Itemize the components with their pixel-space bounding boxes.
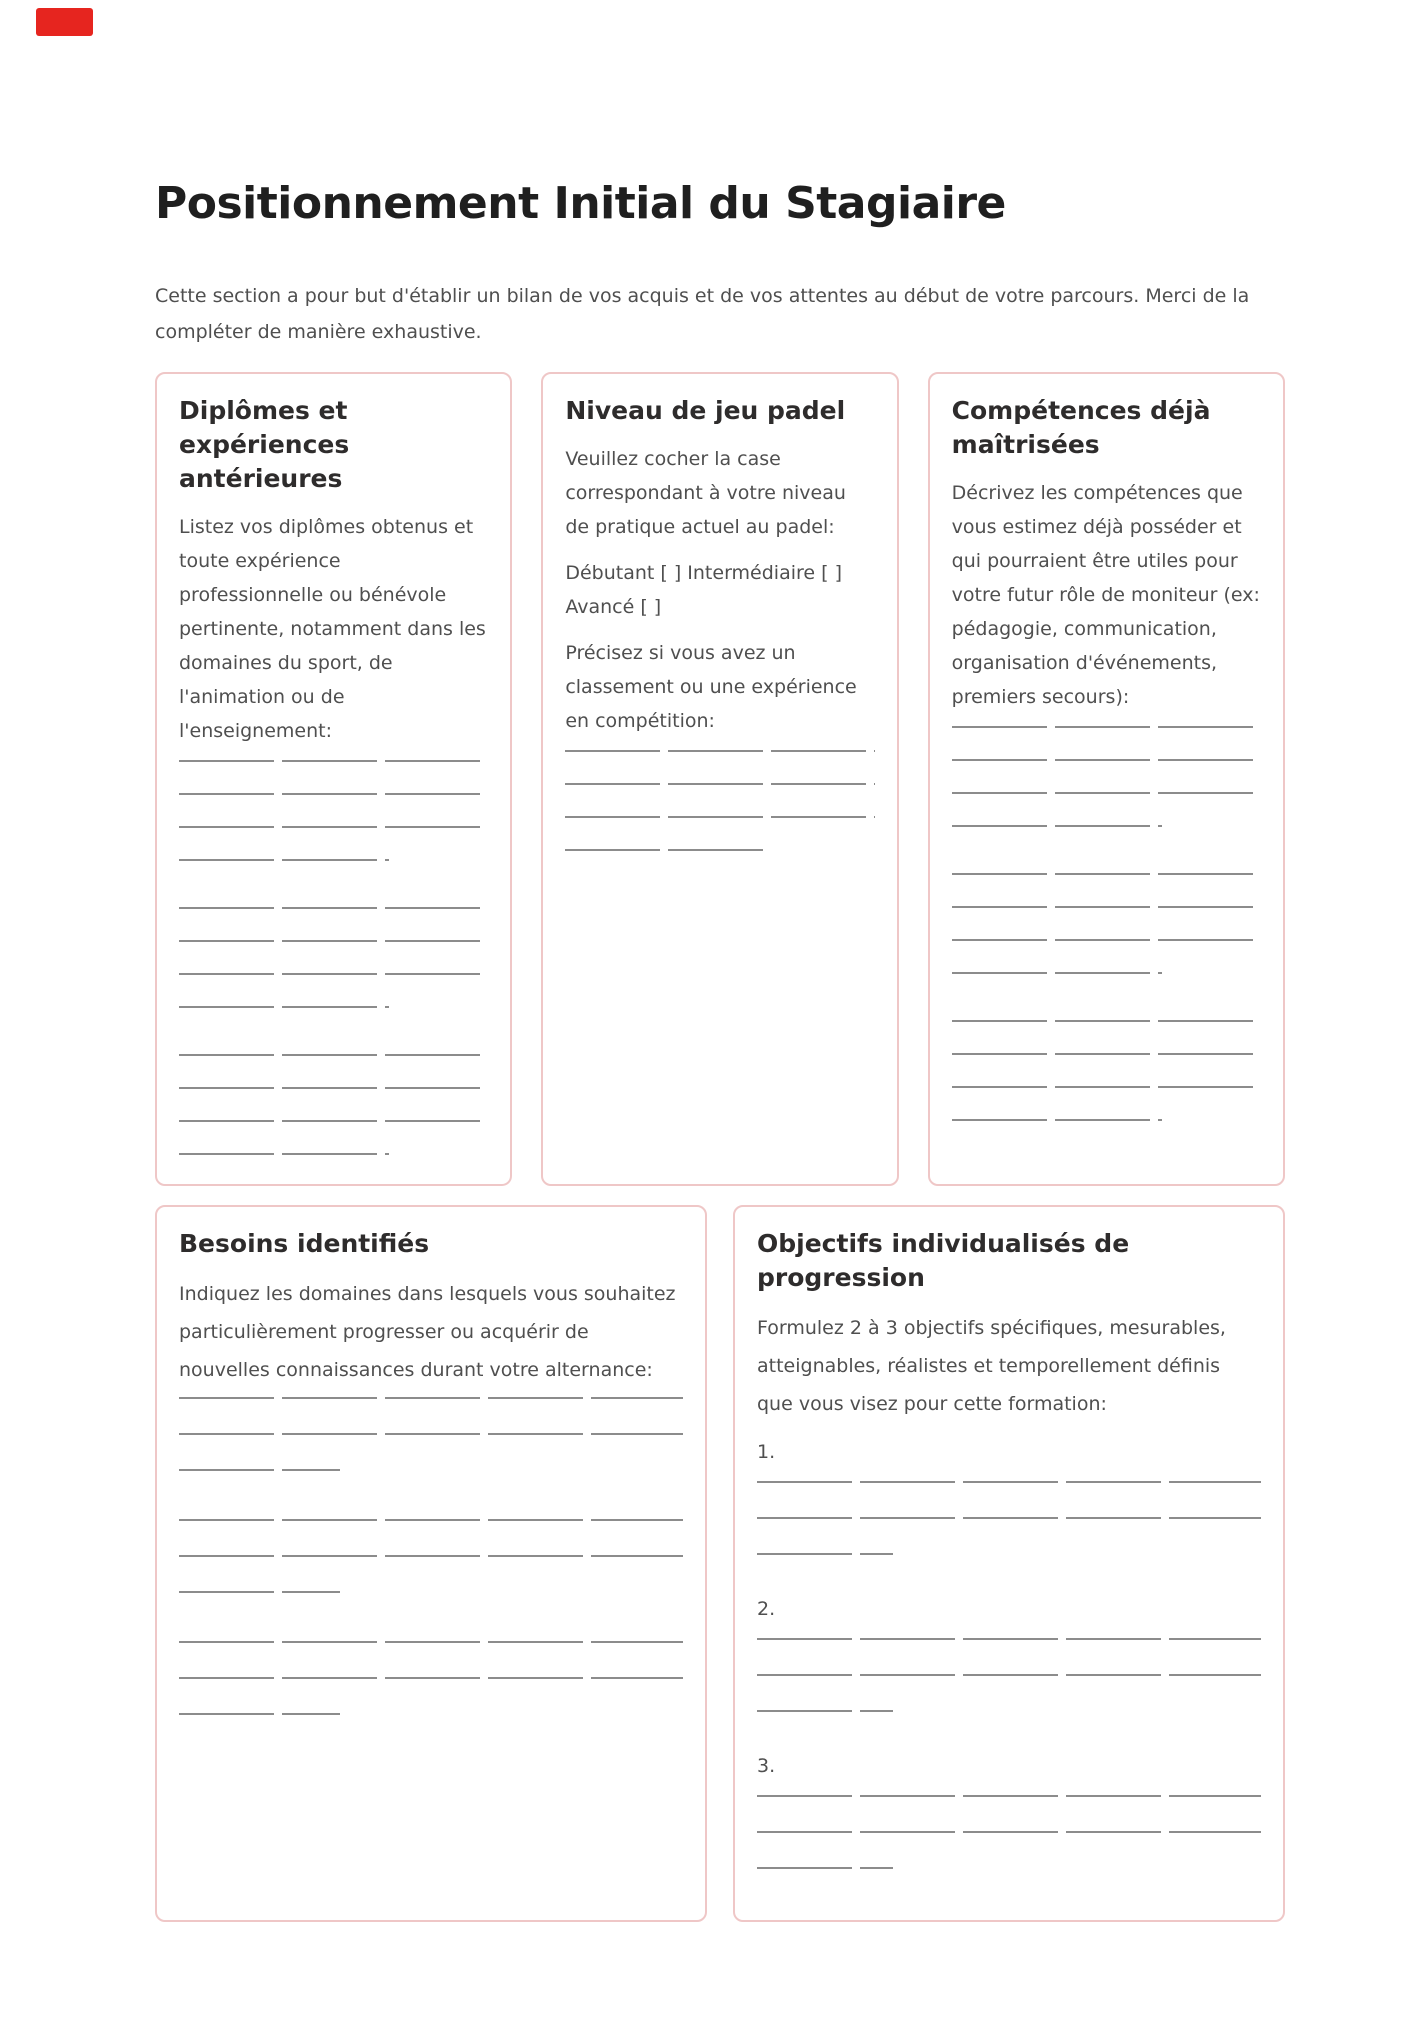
blank-line (565, 849, 769, 851)
blank-line-group (179, 1519, 683, 1593)
card-instructions: Décrivez les compétences que vous estimez déjà posséder et qui pourraient être utiles pour votre futur rôle de moniteur (ex: pédagogie, communication, organisation d'événements, premiers secours): (951, 482, 1260, 708)
blank-line-group (179, 1641, 683, 1715)
blank-line (565, 783, 874, 785)
blank-line (179, 793, 488, 795)
blank-line-group (565, 750, 874, 851)
card-instructions: Veuillez cocher la case correspondant à votre niveau de pratique actuel au padel: (565, 448, 846, 538)
blank-line (952, 759, 1261, 761)
blank-line (757, 1795, 1261, 1797)
blank-line (565, 816, 874, 818)
blank-line (179, 859, 389, 861)
blank-line (179, 1591, 340, 1593)
blank-line (757, 1831, 1261, 1833)
objective-number: 3. (757, 1755, 776, 1777)
blank-line (179, 760, 488, 762)
objective-number: 2. (757, 1598, 776, 1620)
card-besoins-identifies (155, 1205, 707, 1922)
blank-line (952, 726, 1261, 728)
card-instructions: Listez vos diplômes obtenus et toute expérience professionnelle ou bénévole pertinente, notamment dans les domaines du sport, de l'animation ou de l'enseignement: (179, 516, 486, 742)
card-title: Compétences déjà maîtrisées (951, 396, 1211, 459)
write-in-lines (565, 750, 874, 851)
cards-row-bottom (155, 1205, 1285, 1922)
blank-line (179, 973, 488, 975)
objectives-list (757, 1435, 1261, 1869)
card-title: Niveau de jeu padel (565, 396, 846, 425)
level-checkbox-options: Débutant [ ] Intermédiaire [ ] Avancé [ ] (565, 562, 842, 618)
blank-line (757, 1710, 893, 1712)
blank-line (952, 1119, 1162, 1121)
blank-line (952, 1086, 1261, 1088)
intro-text: Cette section a pour but d'établir un bilan de vos acquis et de vos attentes au début de votre parcours. Merci de la compléter de manière exhaustive. (155, 285, 1250, 343)
blank-line (179, 1469, 340, 1471)
card-competences-maitrisees (928, 372, 1285, 1186)
blank-line (952, 972, 1162, 974)
blank-line (179, 1555, 683, 1557)
blank-line-group (179, 907, 488, 1008)
blank-line (179, 826, 488, 828)
blank-line (179, 1054, 488, 1056)
blank-line (757, 1517, 1261, 1519)
objective-item (757, 1749, 1261, 1869)
blank-line (179, 1641, 683, 1643)
blank-line (179, 1433, 683, 1435)
objective-item (757, 1592, 1261, 1712)
blank-line (952, 1053, 1261, 1055)
page-title: Positionnement Initial du Stagiaire (155, 178, 1006, 229)
blank-line-group (952, 1020, 1261, 1121)
blank-line (757, 1867, 893, 1869)
blank-line (179, 1087, 488, 1089)
objective-item (757, 1435, 1261, 1555)
write-in-lines (952, 726, 1261, 1121)
blank-line (179, 1120, 488, 1122)
card-instructions-2: Précisez si vous avez un classement ou une expérience en compétition: (565, 642, 857, 732)
blank-line-group (952, 726, 1261, 827)
write-in-lines (179, 1397, 683, 1715)
blank-line-group (179, 1397, 683, 1471)
blank-line (757, 1674, 1261, 1676)
blank-line (179, 1677, 683, 1679)
blank-line-group (952, 873, 1261, 974)
blank-line (952, 906, 1261, 908)
cards-row-top (155, 372, 1285, 1186)
blank-line (952, 825, 1162, 827)
blank-line-group (179, 760, 488, 861)
blank-line-group (179, 1054, 488, 1155)
card-instructions: Formulez 2 à 3 objectifs spécifiques, mesurables, atteignables, réalistes et temporellement définis que vous visez pour cette formation: (757, 1317, 1226, 1415)
objective-number: 1. (757, 1441, 776, 1463)
blank-line (179, 1153, 389, 1155)
blank-line (757, 1553, 893, 1555)
blank-line (179, 1006, 389, 1008)
card-instructions: Indiquez les domaines dans lesquels vous souhaitez particulièrement progresser ou acquérir de nouvelles connaissances durant votre alternance: (179, 1283, 676, 1381)
blank-line (565, 750, 874, 752)
card-diplomes-experiences (155, 372, 512, 1186)
card-title: Objectifs individualisés de progression (757, 1229, 1130, 1292)
card-objectifs-progression (733, 1205, 1285, 1922)
blank-line (757, 1638, 1261, 1640)
red-marker (36, 8, 93, 36)
write-in-lines (179, 760, 488, 1155)
blank-line (952, 792, 1261, 794)
blank-line (952, 939, 1261, 941)
blank-line (179, 907, 488, 909)
card-title: Besoins identifiés (179, 1229, 430, 1258)
blank-line (952, 1020, 1261, 1022)
card-niveau-padel (541, 372, 898, 1186)
blank-line (179, 1713, 340, 1715)
blank-line (179, 940, 488, 942)
blank-line (179, 1519, 683, 1521)
card-title: Diplômes et expériences antérieures (179, 396, 350, 493)
blank-line (179, 1397, 683, 1399)
blank-line (757, 1481, 1261, 1483)
blank-line (952, 873, 1261, 875)
